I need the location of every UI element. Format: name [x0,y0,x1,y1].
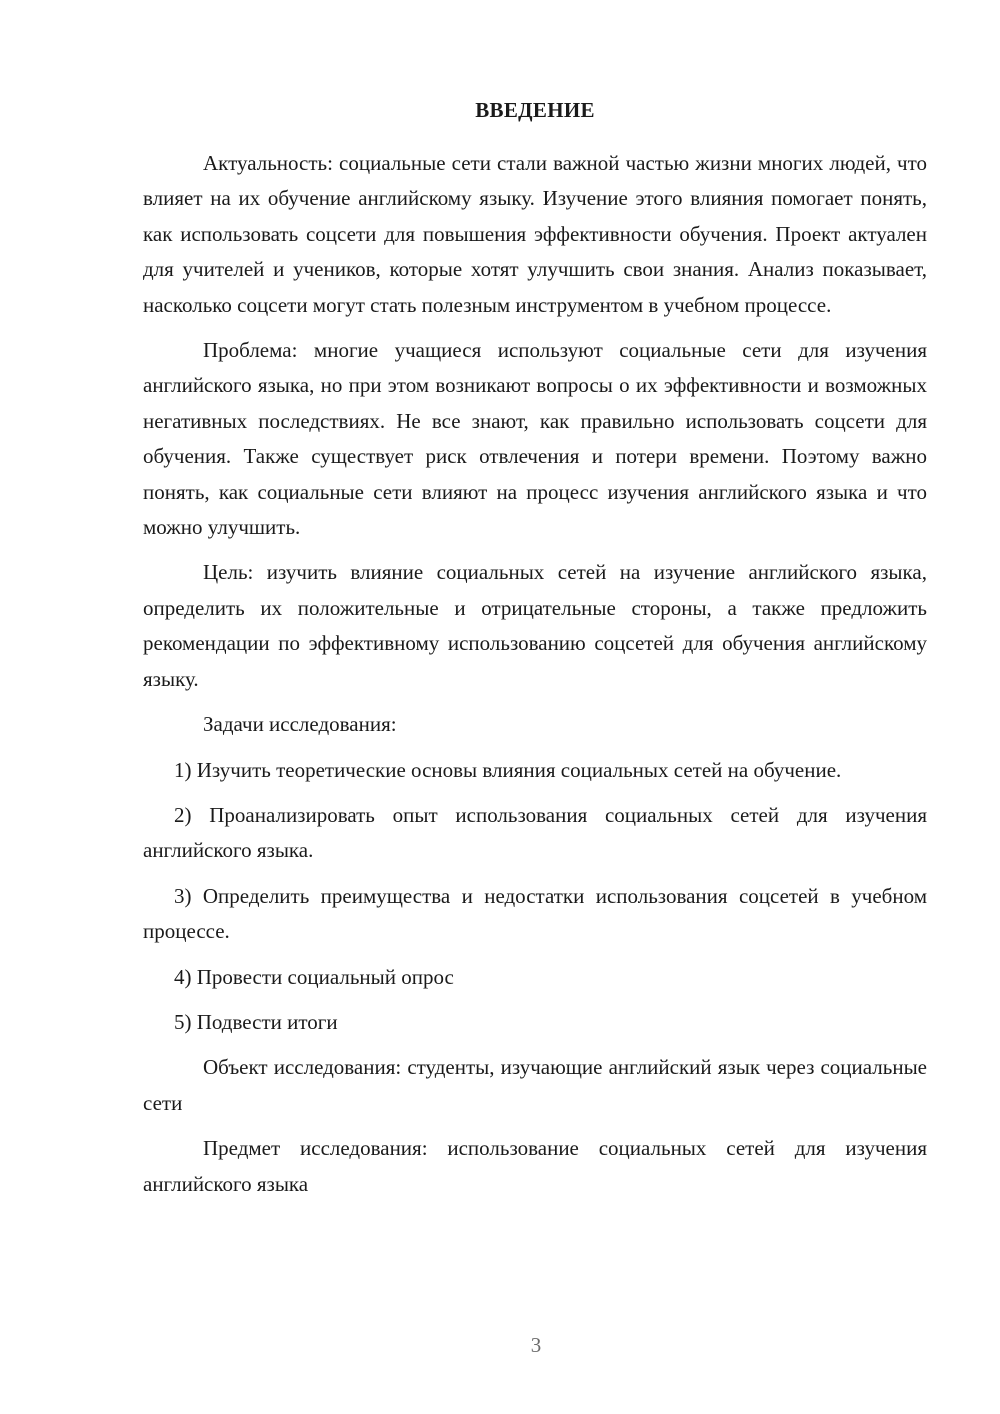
task-item-1: 1) Изучить теоретические основы влияния социальных сетей на обучение. [174,757,842,782]
page-number: 3 [530,1333,542,1357]
tasks-heading: Задачи исследования: [203,712,397,737]
relevance-paragraph: Актуальность: социальные сети стали важной частью жизни многих людей, что влияет на их обучение английскому языку. Изучение этого влияния помогает понять, как использовать соцсети для повышения эффективности обучения. Проект актуален для учителей и учеников, которые хотят улучшить свои знания. Анализ показывает, насколько соцсети могут стать полезным инструментом в учебном процессе. [143,151,927,317]
task-item-4: 4) Провести социальный опрос [174,964,454,989]
page-content [143,96,927,1202]
problem-paragraph: Проблема: многие учащиеся используют социальные сети для изучения английского языка, но при этом возникают вопросы о их эффективности и возможных негативных последствиях. Не все знают, как правильно использовать соцсети для обучения. Также существует риск отвлечения и потери времени. Поэтому важно понять, как социальные сети влияют на процесс изучения английского языка и что можно улучшить. [143,338,927,540]
task-item-5: 5) Подвести итоги [174,1009,338,1034]
task-item-3: 3) Определить преимущества и недостатки использования соцсетей в учебном процессе. [143,883,927,944]
task-item-2: 2) Проанализировать опыт использования социальных сетей для изучения английского языка. [143,802,927,863]
section-title: ВВЕДЕНИЕ [475,98,595,122]
object-paragraph: Объект исследования: студенты, изучающие английский язык через социальные сети [143,1055,927,1115]
goal-paragraph: Цель: изучить влияние социальных сетей на изучение английского языка, определить их положительные и отрицательные стороны, а также предложить рекомендации по эффективному использованию соцсетей для обучения английскому языку. [143,560,927,691]
subject-paragraph: Предмет исследования: использование социальных сетей для изучения английского языка [143,1136,927,1196]
